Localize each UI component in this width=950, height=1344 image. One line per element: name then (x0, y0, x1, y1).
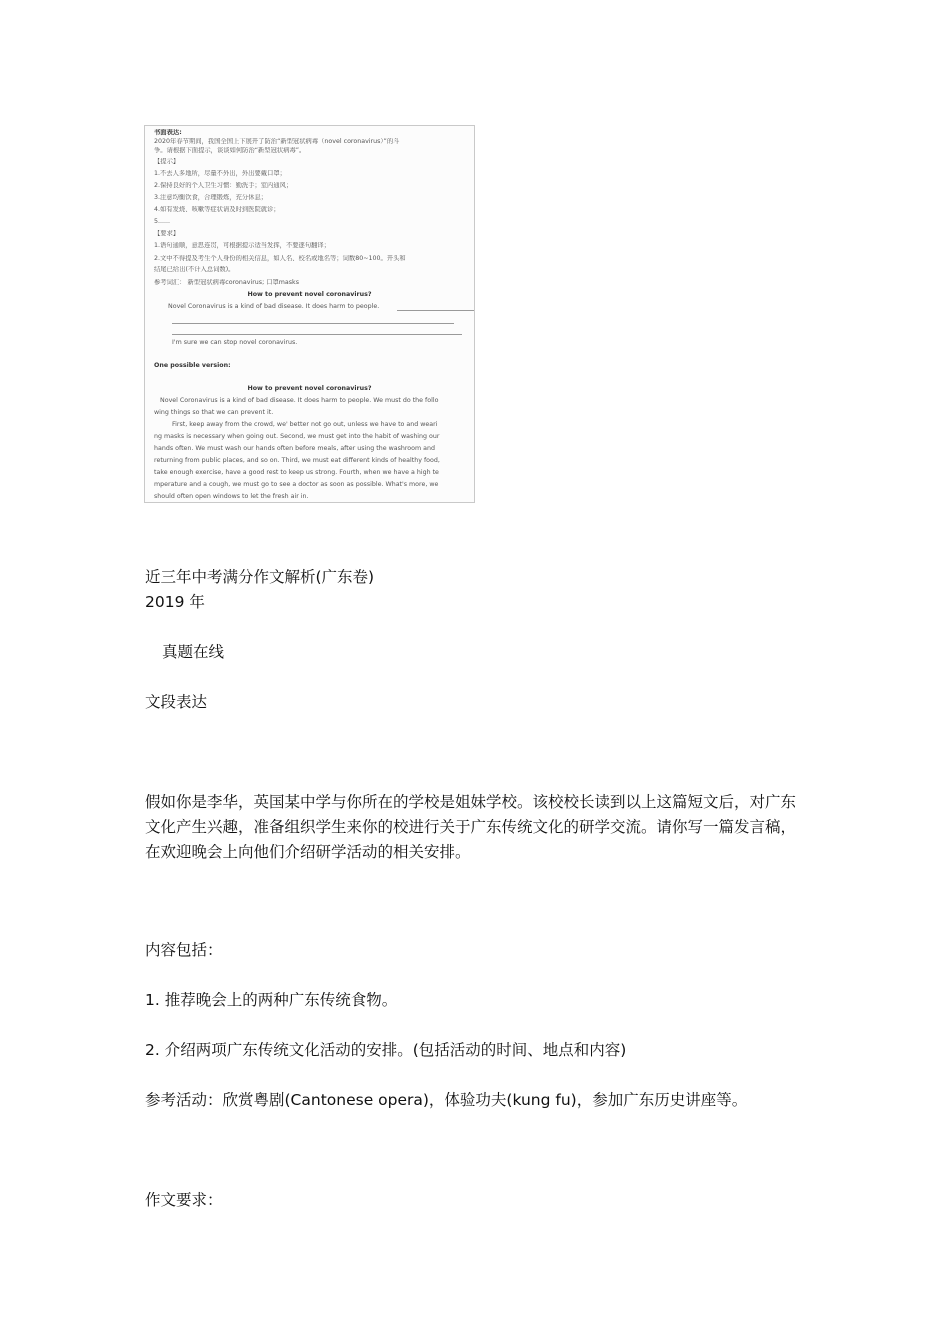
scan-version-line: mperature and a cough, we must go to see a doctor as soon as possible. What's more, we (154, 481, 439, 488)
scan-tip: 5...... (154, 218, 171, 225)
scan-prompt-title: How to prevent novel coronavirus? (247, 291, 372, 298)
scan-intro-line: 争。请根据下面提示，谈谈如何防治“新型冠状病毒”。 (154, 147, 306, 154)
scan-version-label: One possible version: (154, 362, 231, 369)
scan-blank-line (397, 310, 475, 311)
content-item-2: 2. 介绍两项广东传统文化活动的安排。(包括活动的时间、地点和内容) (145, 1041, 627, 1059)
scan-heading: 书面表达: (154, 129, 182, 136)
content-item-1: 1. 推荐晚会上的两种广东传统食物。 (145, 991, 398, 1009)
requirements-label: 作文要求： (145, 1191, 223, 1209)
content-label: 内容包括： (145, 941, 223, 959)
scan-version-line: take enough exercise, have a good rest to keep us strong. Fourth, when we have a high te (154, 469, 439, 476)
task-paragraph: 假如你是李华，英国某中学与你所在的学校是姐妹学校。该校校长读到以上这篇短文后，对广东文化产生兴趣，准备组织学生来你的校进行关于广东传统文化的研学交流。请你写一篇发言稿，在欢迎晚会上向他们介绍研学活动的相关安排。 (145, 793, 797, 861)
scan-version-title: How to prevent novel coronavirus? (247, 385, 372, 392)
scan-tip: 4.如有发烧、咳嗽等症状请及时到医院就诊； (154, 206, 280, 213)
scan-version-line: ng masks is necessary when going out. Second, we must get into the habit of washing our (154, 433, 440, 440)
reference-activities: 参考活动：欣赏粤剧(Cantonese opera)，体验功夫(kung fu)，参加广东历史讲座等。 (145, 1091, 748, 1109)
scanned-worksheet-image (144, 125, 475, 503)
scan-version-line: Novel Coronavirus is a kind of bad disease. It does harm to people. We must do the follo (160, 397, 439, 404)
scan-vocab: 参考词汇： 新型冠状病毒coronavirus; 口罩masks (154, 279, 299, 286)
scan-intro-line: 2020年春节期间，我国全国上下展开了防治“新型冠状病毒（novel coronavirus）”的斗 (154, 138, 400, 145)
scan-version-line: First, keep away from the crowd, we' better not go out, unless we have to and weari (172, 421, 438, 428)
scan-tip: 2.保持良好的个人卫生习惯：勤洗手；室内通风； (154, 182, 293, 189)
scan-version-line: hands often. We must wash our hands often before meals, after using the washroom and (154, 445, 435, 452)
document-year: 2019 年 (145, 593, 205, 611)
scan-version-line: returning from public places, and so on. Third, we must eat different kinds of healthy food, (154, 457, 440, 464)
scan-tip: 1.不去人多地所，尽量不外出，外出要戴口罩； (154, 170, 286, 177)
scan-prompt-open: Novel Coronavirus is a kind of bad disease. It does harm to people. (168, 303, 380, 310)
scan-req: 1.语句通顺，意思连贯，可根据提示适当发挥，不要逐句翻译； (154, 242, 331, 249)
scan-prompt-close: I'm sure we can stop novel coronavirus. (172, 339, 298, 346)
scan-version-line: wing things so that we can prevent it. (154, 409, 274, 416)
scan-req: 2.文中不得提及考生个人身份的相关信息，如人名、校名或地名等；词数80~100。开头和 (154, 255, 406, 262)
document-title: 近三年中考满分作文解析(广东卷) (145, 568, 375, 586)
scan-version-line: should often open windows to let the fresh air in. (154, 493, 309, 500)
scan-blank-line (172, 323, 454, 324)
scan-blank-line (172, 334, 462, 335)
scan-req-title: 【要求】 (154, 230, 180, 237)
scan-tip: 3.注意均衡饮食，合理锻炼，充分休息； (154, 194, 268, 201)
section-heading: 真题在线 (162, 643, 225, 661)
scan-req: 结尾已给出(不计入总词数)。 (154, 266, 235, 273)
subsection-heading: 文段表达 (145, 693, 208, 711)
scan-tips-title: 【提示】 (154, 158, 180, 165)
